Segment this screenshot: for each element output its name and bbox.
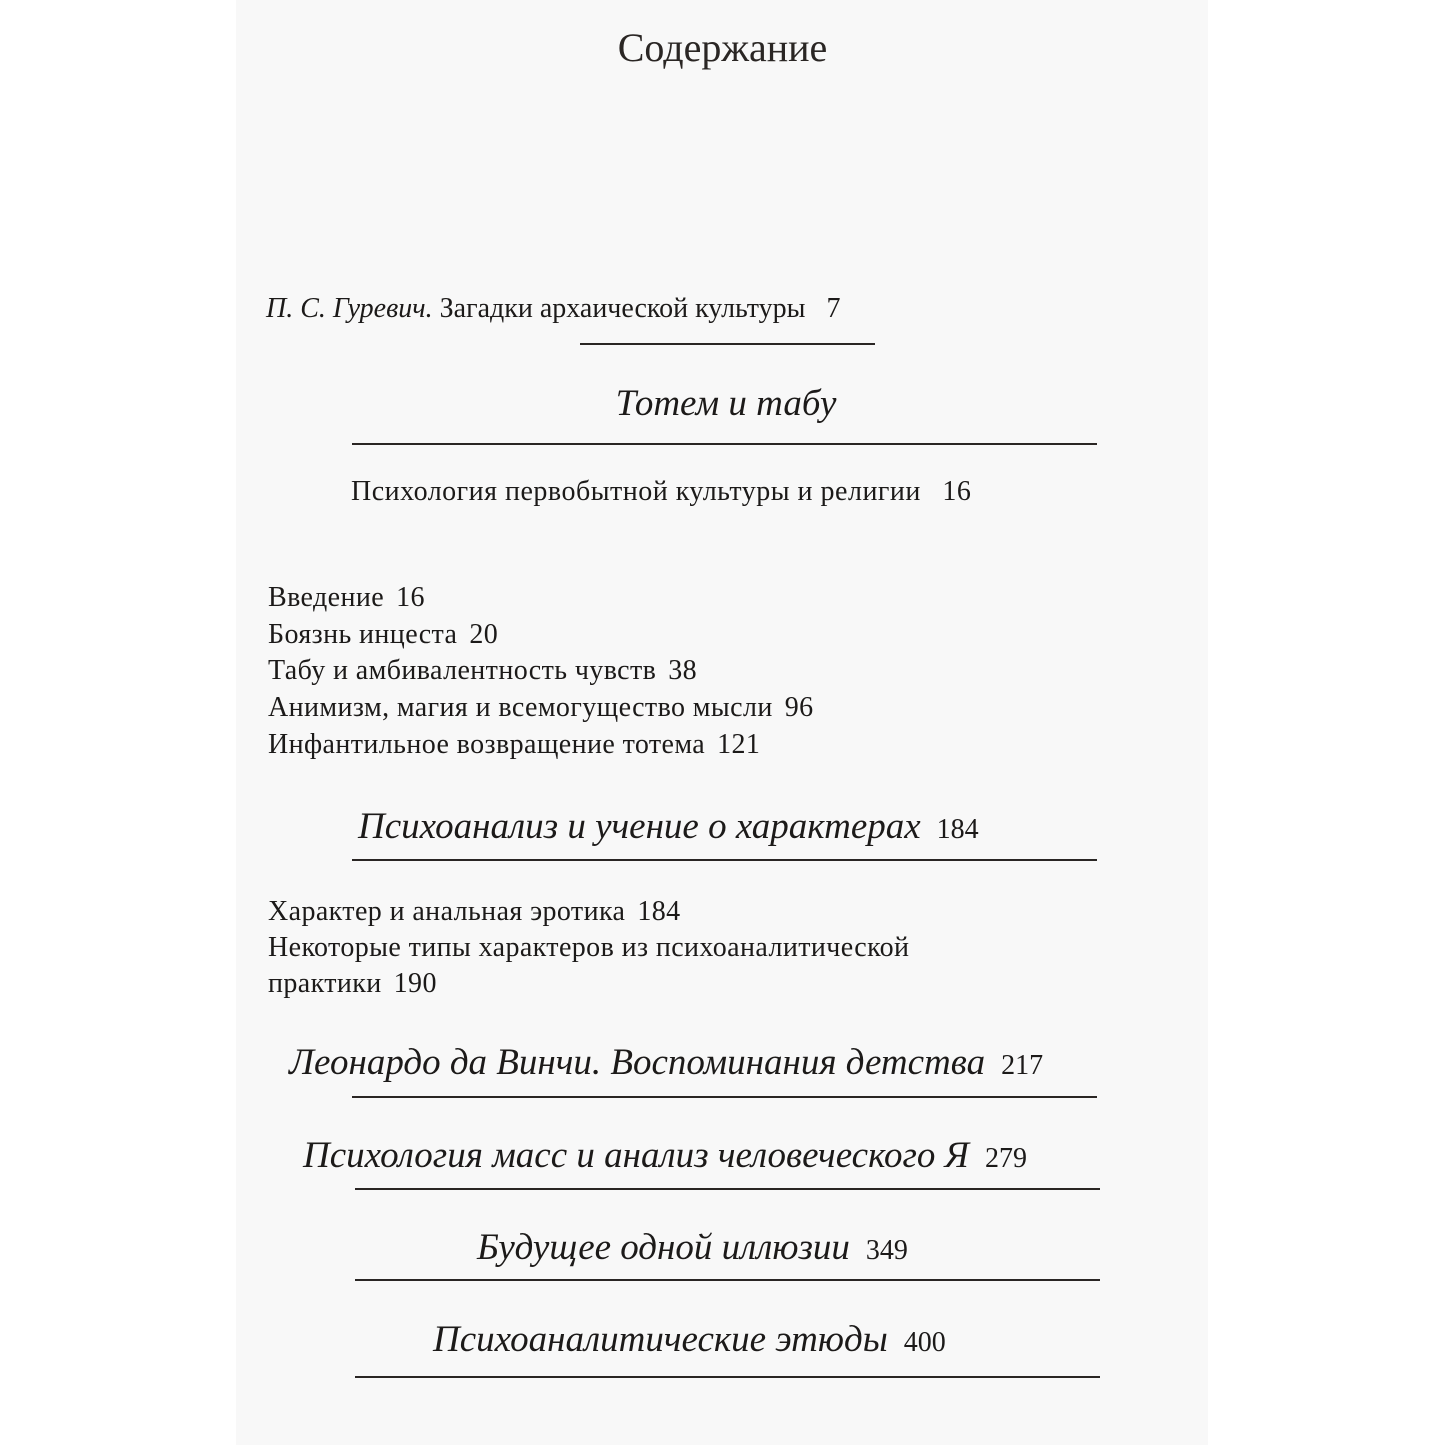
section-title-text: Леонардо да Винчи. Воспоминания детства <box>289 1042 986 1083</box>
toc-entry-page: 20 <box>469 619 499 650</box>
toc-entry-text: практики <box>268 968 382 999</box>
section-page: 184 <box>936 814 979 845</box>
section-page: 279 <box>984 1143 1027 1174</box>
toc-entry <box>268 621 498 649</box>
toc-entry-page: 184 <box>637 896 681 927</box>
section-subtitle <box>351 478 971 506</box>
section-page: 349 <box>865 1235 908 1266</box>
divider <box>352 1096 1097 1098</box>
toc-entry <box>268 731 760 759</box>
divider <box>355 1279 1100 1281</box>
section-title-etudes <box>433 1321 946 1358</box>
toc-entry-text: Инфантильное возвращение тотема <box>268 729 706 760</box>
toc-entry-page: 16 <box>396 582 425 613</box>
section-title-illusion <box>477 1229 908 1266</box>
section-title-text: Будущее одной иллюзии <box>477 1227 850 1268</box>
toc-entry-page: 38 <box>668 655 698 686</box>
divider <box>355 1376 1100 1378</box>
section-title-totem: Тотем и табу <box>615 383 837 424</box>
section-title-leonardo <box>289 1044 1043 1081</box>
preface-entry <box>266 295 840 323</box>
toc-entry <box>268 694 814 722</box>
section-title-text: Психоаналитические этюды <box>433 1319 888 1360</box>
section-title-text: Психоанализ и учение о характерах <box>358 806 921 847</box>
toc-entry-text: Табу и амбивалентность чувств <box>268 655 657 686</box>
preface-page: 7 <box>826 293 841 324</box>
divider <box>580 343 875 345</box>
toc-entry-text: Боязнь инцеста <box>268 619 458 650</box>
toc-entry-page: 96 <box>784 692 814 723</box>
section-title-text: Психология масс и анализ человеческого Я <box>303 1135 969 1176</box>
preface-author: П. С. Гуревич. <box>266 293 433 324</box>
toc-entry-text: Характер и анальная эротика <box>268 896 626 927</box>
toc-entry-text: Введение <box>268 582 385 613</box>
divider <box>352 443 1097 445</box>
section-subtitle-page: 16 <box>942 476 972 507</box>
toc-entry-page: 190 <box>393 968 437 999</box>
section-page: 400 <box>903 1327 946 1358</box>
divider <box>352 859 1097 861</box>
toc-entry <box>268 898 681 926</box>
section-page: 217 <box>1001 1050 1044 1081</box>
divider <box>355 1188 1100 1190</box>
toc-entry-continuation <box>268 970 437 998</box>
toc-entry <box>268 934 909 962</box>
toc-entry <box>268 584 425 612</box>
toc-entry-page: 121 <box>717 729 761 760</box>
section-subtitle-text: Психология первобытной культуры и религии <box>351 476 921 507</box>
toc-entry-text: Некоторые типы характеров из психоаналитической <box>268 932 910 963</box>
section-title-mass-psychology <box>303 1137 1027 1174</box>
toc-entry-text: Анимизм, магия и всемогущество мысли <box>268 692 773 723</box>
toc-entry <box>268 657 697 685</box>
preface-title: Загадки архаической культуры <box>439 293 806 324</box>
page-title: Содержание <box>617 25 828 70</box>
section-title-characters <box>358 808 979 845</box>
